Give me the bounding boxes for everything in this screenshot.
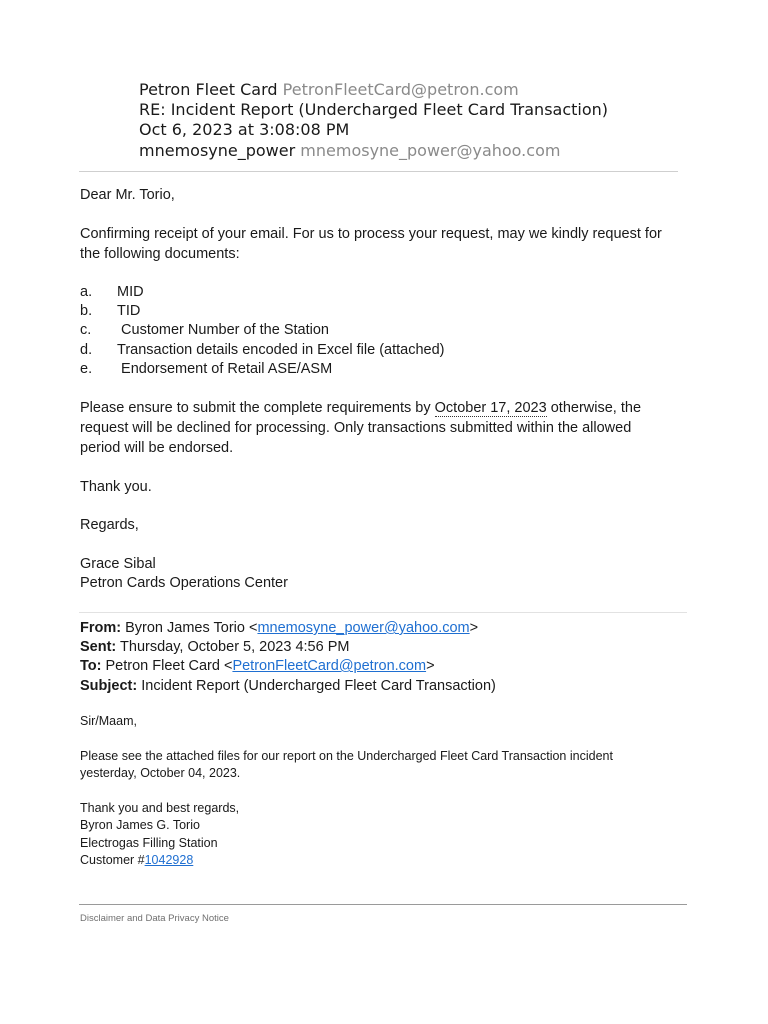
deadline-line-3: period will be endorsed.: [80, 440, 234, 456]
to-value: [139, 141, 560, 161]
original-subject-label: Subject:: [80, 678, 138, 694]
original-from-label: From:: [80, 620, 122, 636]
original-to-row: [80, 656, 435, 676]
thanks-text: Thank you.: [80, 479, 152, 495]
original-sent-row: [80, 637, 349, 657]
quoted-divider: [79, 612, 687, 613]
original-from-row: [80, 618, 478, 638]
original-signature-station: Electrogas Filling Station: [80, 836, 218, 850]
date-value: Oct 6, 2023 at 3:08:08 PM: [139, 120, 350, 139]
deadline-date[interactable]: October 17, 2023: [434, 400, 547, 416]
intro-line-1: Confirming receipt of your email. For us to process your request, may we kindly request for: [80, 226, 662, 242]
original-from-name: Byron James Torio <: [121, 620, 258, 636]
greeting: Dear Mr. Torio,: [80, 187, 175, 203]
original-from-email-link[interactable]: mnemosyne_power@yahoo.com: [257, 620, 470, 636]
signature-name: Grace Sibal: [80, 556, 156, 572]
list-item-text: Transaction details encoded in Excel file (attached): [117, 342, 445, 358]
deadline-line-1: [80, 398, 641, 418]
original-customer-row: [80, 852, 193, 870]
list-item-text: Endorsement of Retail ASE/ASM: [117, 361, 333, 377]
to-name: mnemosyne_power: [139, 141, 296, 160]
original-to-email-link[interactable]: PetronFleetCard@petron.com: [232, 658, 427, 674]
from-email[interactable]: PetronFleetCard@petron.com: [282, 80, 519, 99]
original-sent-label: Sent:: [80, 639, 117, 655]
from-name: Petron Fleet Card: [139, 80, 278, 99]
list-item-letter: e.: [80, 361, 93, 377]
original-subject-value: Incident Report (Undercharged Fleet Card Transaction): [137, 678, 496, 694]
list-item-letter: d.: [80, 342, 93, 358]
intro-line-2: the following documents:: [80, 246, 240, 262]
original-body-line-1: Please see the attached files for our report on the Undercharged Fleet Card Transaction incident: [80, 749, 613, 763]
list-item-letter: c.: [80, 322, 92, 338]
original-body-line-2: yesterday, October 04, 2023.: [80, 766, 241, 780]
footer-divider: [79, 904, 687, 905]
customer-prefix: Customer #: [80, 853, 145, 867]
from-value: [139, 80, 519, 100]
header-divider: [79, 171, 678, 172]
to-email[interactable]: mnemosyne_power@yahoo.com: [300, 141, 561, 160]
deadline-pre: Please ensure to submit the complete requirements by: [80, 400, 435, 416]
original-to-label: To:: [80, 658, 102, 674]
original-closing: Thank you and best regards,: [80, 801, 240, 815]
regards-text: Regards,: [80, 517, 139, 533]
list-item-text: TID: [117, 303, 141, 319]
customer-number-link[interactable]: 1042928: [144, 853, 194, 867]
signature-org: Petron Cards Operations Center: [80, 575, 288, 591]
deadline-line-2: request will be declined for processing. Only transactions submitted within the allowed: [80, 420, 632, 436]
original-subject-row: [80, 676, 496, 696]
original-to-close: >: [426, 658, 435, 674]
original-signature-name: Byron James G. Torio: [80, 818, 200, 832]
disclaimer-notice[interactable]: Disclaimer and Data Privacy Notice: [80, 913, 229, 924]
original-to-name: Petron Fleet Card <: [101, 658, 233, 674]
deadline-post: otherwise, the: [546, 400, 642, 416]
list-item-letter: b.: [80, 303, 93, 319]
list-item-text: Customer Number of the Station: [117, 322, 329, 338]
subject-value: RE: Incident Report (Undercharged Fleet Card Transaction): [139, 100, 609, 119]
list-item-letter: a.: [80, 284, 93, 300]
list-item-text: MID: [117, 284, 144, 300]
original-sent-value: Thursday, October 5, 2023 4:56 PM: [116, 639, 350, 655]
original-from-close: >: [469, 620, 479, 636]
original-salutation: Sir/Maam,: [80, 714, 137, 728]
